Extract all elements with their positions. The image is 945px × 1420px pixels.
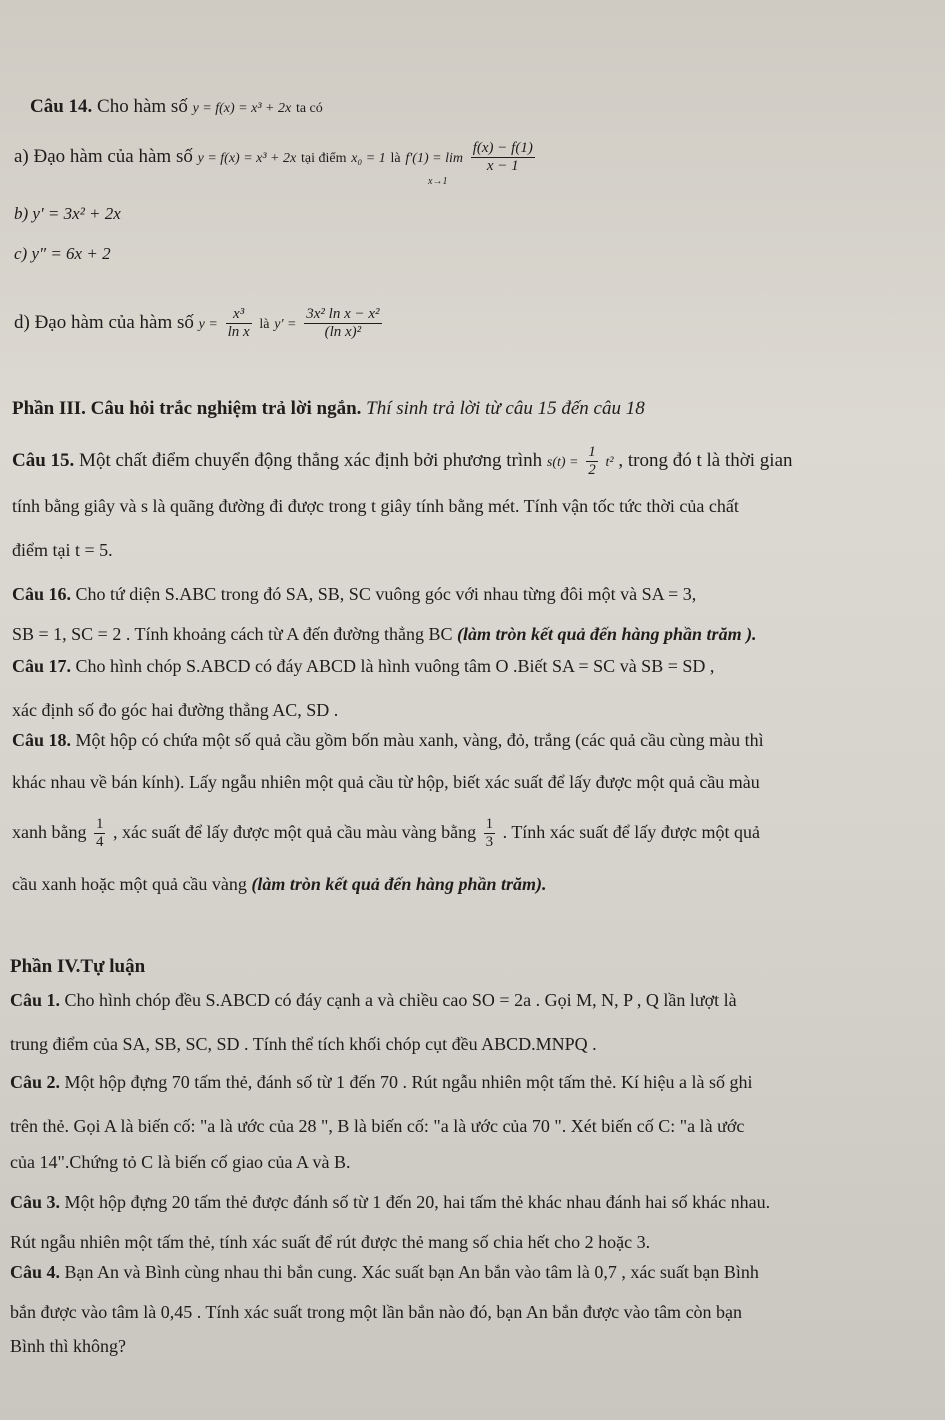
q17-l1: Cho hình chóp S.ABCD có đáy ABCD là hình vuông tâm O .Biết SA = SC và SB = SD , [75,656,715,676]
q14a-lhs: f′(1) = lim [405,151,463,167]
q16-l1: Cho tứ diện S.ABC trong đó SA, SB, SC vuông góc với nhau từng đôi một và SA = 3, [75,584,697,604]
e4-title: Câu 4. [10,1262,61,1282]
e4-line3: Bình thì không? [10,1336,126,1356]
q18-line4 [12,874,546,895]
e3-line2: Rút ngẫu nhiên một tấm thẻ, tính xác suất để rút được thẻ mang số chia hết cho 2 hoặc 3. [10,1232,651,1252]
e3-l1: Một hộp đựng 20 tấm thẻ được đánh số từ 1 đến 20, hai tấm thẻ khác nhau đánh hai số khác nhau. [64,1192,771,1212]
q17-title: Câu 17. [12,656,72,676]
q14a-line [14,140,538,176]
q15-den: 2 [588,462,596,479]
part3-title: Phần III. Câu hỏi trắc nghiệm trả lời ngắn. [12,398,362,419]
q15-line2: tính bằng giây và s là quãng đường đi được trong t giây tính bằng mét. Tính vận tốc tức thời của chất [12,496,739,516]
q18-l4b: (làm tròn kết quả đến hàng phần trăm). [251,874,547,894]
e1-line2: trung điểm của SA, SB, SC, SD . Tính thể tích khối chóp cụt đều ABCD.MNPQ . [10,1034,597,1054]
q15-num: 1 [586,444,598,462]
q14b: b) y′ = 3x² + 2x [14,204,121,223]
q16-l2a: SB = 1, SC = 2 . Tính khoảng cách từ A đến đường thẳng BC [12,624,453,644]
e2-line3: của 14".Chứng tỏ C là biến cố giao của A và B. [10,1152,351,1172]
q18-l3a: xanh bằng [12,821,87,842]
q14c: c) y″ = 6x + 2 [14,244,111,263]
q18-l1: Một hộp có chứa một số quả cầu gồm bốn màu xanh, vàng, đỏ, trắng (các quả cầu cùng màu thì [75,730,764,750]
q14d-fn [226,306,252,342]
q14d-fraction [304,306,381,342]
q18-f2-den: 3 [485,834,494,851]
q15-fraction [586,444,598,480]
q14a-den: x − 1 [486,158,519,175]
q15-title: Câu 15. [12,450,75,472]
q14a-fn: y = f(x) = x³ + 2x [197,151,297,167]
q18-f1-num: 1 [94,816,106,834]
q18-fraction-1 [94,816,106,852]
q17-line2: xác định số đo góc hai đường thẳng AC, SD . [12,700,339,720]
q18-l3c: . Tính xác suất để lấy được một quả [502,821,761,842]
q14a-limsub: x→1 [428,176,448,187]
q18-fraction-2 [484,816,496,852]
part4-title: Phần IV.Tự luận [10,956,146,977]
q14a-mid: tại điểm [300,151,347,167]
q15-eq-rhs: t² [605,455,614,471]
q14d-fn-num: x³ [226,306,252,324]
q15-line1 [12,444,793,480]
q16-line1 [12,584,696,605]
e3-line1 [10,1192,770,1213]
q14-taco: ta có [295,101,323,116]
e2-line1 [10,1072,752,1093]
q14d-den: (ln x)² [324,324,362,341]
q14d-num: 3x² ln x − x² [304,306,381,324]
e1-l1: Cho hình chóp đều S.ABCD có đáy cạnh a và chiều cao SO = 2a . Gọi M, N, P , Q lần lượt là [64,990,737,1010]
part3-heading [12,398,645,420]
e2-line2: trên thẻ. Gọi A là biến cố: "a là ước của 28 ", B là biến cố: "a là ước của 70 ". Xét biến cố C: "a là ước [10,1116,745,1136]
q14d-fn-den: ln x [227,324,250,341]
q18-l3b: , xác suất để lấy được một quả cầu màu vàng bằng [112,821,477,842]
part3-subtitle: Thí sinh trả lời từ câu 15 đến câu 18 [366,398,645,419]
q18-f2-num: 1 [484,816,496,834]
e1-line1 [10,990,737,1011]
e1-title: Câu 1. [10,990,61,1010]
q18-l4a: cầu xanh hoặc một quả cầu vàng [12,874,247,894]
q14-title: Câu 14. [30,96,93,117]
q18-line3 [12,816,760,852]
q15-line3: điểm tại t = 5. [12,540,113,560]
q16-title: Câu 16. [12,584,72,604]
q14a-point: x₀ = 1 [351,151,386,167]
q18-title: Câu 18. [12,730,72,750]
q15-eq-lhs: s(t) = [546,455,579,471]
e4-line1 [10,1262,759,1283]
q15-l1a: Một chất điểm chuyển động thẳng xác định bởi phương trình [79,450,543,472]
q15-l1b: , trong đó t là thời gian [618,450,793,472]
e3-title: Câu 3. [10,1192,61,1212]
q14d-line: d) Đạo hàm của hàm số y = $\frac{\text{x³}}{\text{ln x}}$ là y′ = $\frac{\text{3x² ln x − x²}}{\text{(ln x)²}}$ [14,306,380,341]
q14d-label: d) Đạo hàm của hàm số [14,312,194,334]
q14-intro: Cho hàm số [97,96,188,117]
e4-l1: Bạn An và Bình cùng nhau thi bắn cung. Xác suất bạn An bắn vào tâm là 0,7 , xác suất bạn Bình [64,1262,759,1282]
e2-title: Câu 2. [10,1072,61,1092]
q14d-lhs: y′ = [274,317,297,333]
q14a-num: f(x) − f(1) [471,140,535,158]
q16-line2 [12,624,757,645]
q18-f1-den: 4 [95,834,104,851]
q14a-label: a) Đạo hàm của hàm số [14,146,193,168]
q17-line1 [12,656,714,677]
e4-line2: bắn được vào tâm là 0,45 . Tính xác suất trong một lần bắn nào đó, bạn An bắn được vào tâm còn bạn [10,1302,743,1322]
e2-l1: Một hộp đựng 70 tấm thẻ, đánh số từ 1 đến 70 . Rút ngẫu nhiên một tấm thẻ. Kí hiệu a là số ghi [64,1072,753,1092]
q18-line2: khác nhau về bán kính). Lấy ngẫu nhiên một quả cầu từ hộp, biết xác suất để lấy được một quả cầu màu [12,772,760,792]
q14-fn: y = f(x) = x³ + 2x [192,101,292,116]
q14a-fraction [471,140,535,176]
q18-line1 [12,730,764,751]
q16-l2b: (làm tròn kết quả đến hàng phần trăm ). [457,624,757,644]
q14d-la: là [259,317,270,333]
q14-line [30,96,323,118]
q14a-la: là [390,151,401,167]
